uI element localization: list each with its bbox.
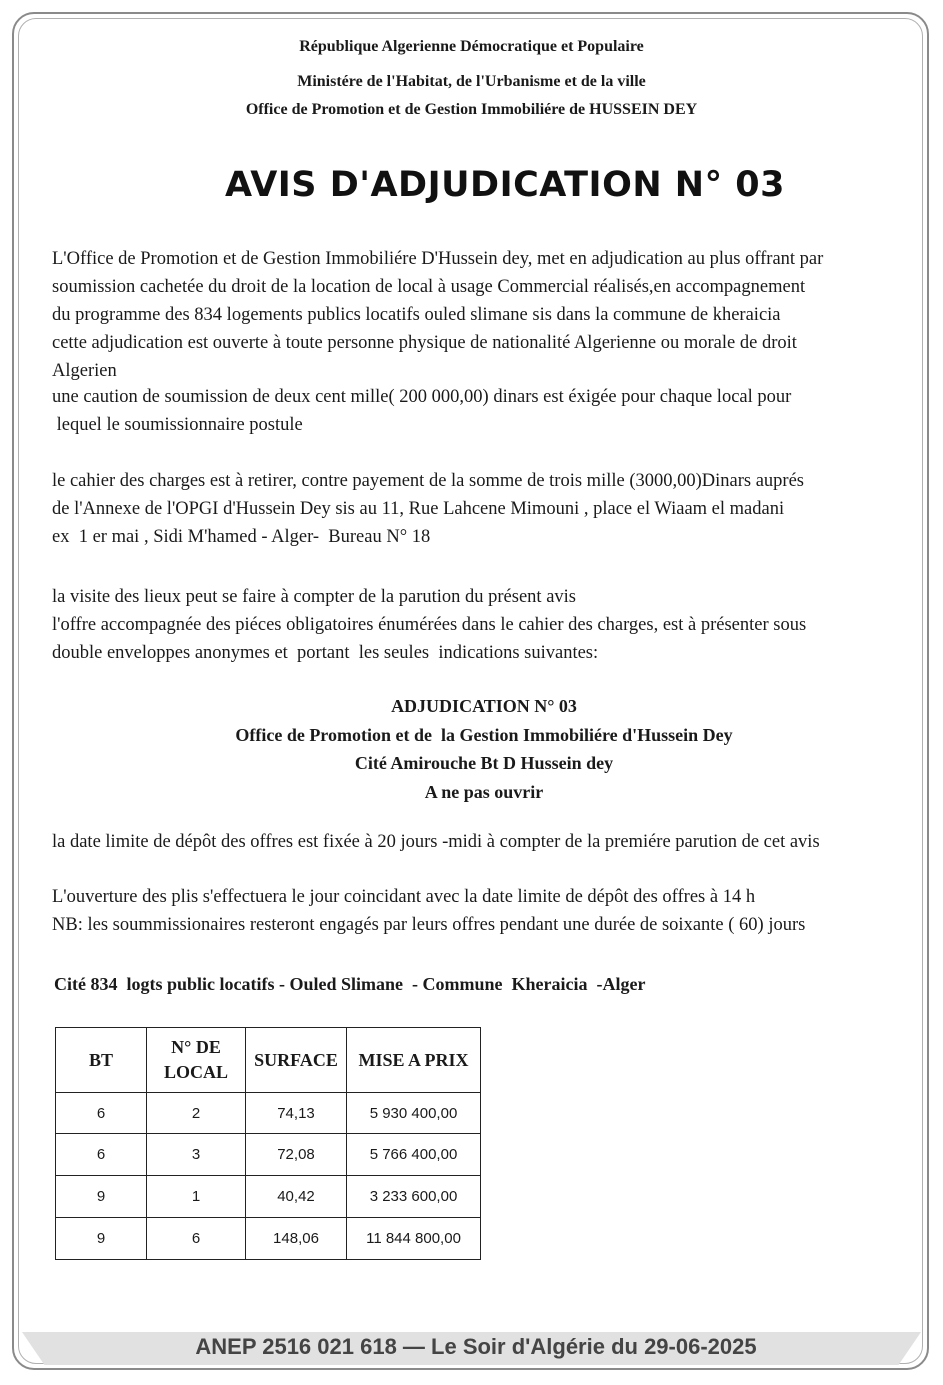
text-line: la visite des lieux peut se faire à compter de la parution du présent avis bbox=[52, 587, 576, 607]
col-surface: SURFACE bbox=[246, 1028, 347, 1093]
deadline-text: la date limite de dépôt des offres est fixée à 20 jours -midi à compter de la premiére parution de cet avis bbox=[52, 832, 820, 852]
notice-title: AVIS D'ADJUDICATION N° 03 bbox=[224, 165, 785, 205]
cell-bt: 6 bbox=[56, 1134, 147, 1176]
envelope-line: Cité Amirouche Bt D Hussein dey bbox=[354, 753, 614, 773]
cell-local: 3 bbox=[147, 1134, 246, 1176]
cell-surface: 40,42 bbox=[246, 1176, 347, 1218]
cell-local: 2 bbox=[147, 1093, 246, 1134]
lots-table bbox=[55, 1027, 481, 1260]
text-line: double enveloppes anonymes et portant les seules indications suivantes: bbox=[52, 643, 599, 663]
cell-price: 5 930 400,00 bbox=[347, 1093, 481, 1134]
table-header-row bbox=[56, 1028, 481, 1093]
col-bt: BT bbox=[56, 1028, 147, 1093]
text-line: soumission cachetée du droit de la location de local à usage Commercial réalisés,en accompagnement bbox=[52, 277, 806, 297]
text-line: cette adjudication est ouverte à toute personne physique de nationalité Algerienne ou morale de droit bbox=[52, 333, 797, 353]
intro-paragraph bbox=[52, 245, 927, 439]
envelope-line: Office de Promotion et de la Gestion Immobiliére d'Hussein Dey bbox=[235, 724, 733, 745]
cell-surface: 74,13 bbox=[246, 1093, 347, 1134]
cell-surface: 72,08 bbox=[246, 1134, 347, 1176]
col-local-line1: N° DE bbox=[171, 1037, 221, 1057]
visit-paragraph bbox=[52, 583, 927, 667]
envelope-line: A ne pas ouvrir bbox=[424, 781, 544, 802]
cell-bt: 9 bbox=[56, 1176, 147, 1218]
cell-local: 6 bbox=[147, 1218, 246, 1260]
envelope-line: ADJUDICATION N° 03 bbox=[391, 696, 577, 716]
text-line: du programme des 834 logements publics locatifs ouled slimane sis dans la commune de kheraicia bbox=[52, 305, 781, 325]
table-row bbox=[56, 1093, 481, 1134]
text-line: lequel le soumissionnaire postule bbox=[52, 415, 303, 435]
header-office: Office de Promotion et de Gestion Immobiliére de HUSSEIN DEY bbox=[245, 101, 698, 118]
cell-bt: 6 bbox=[56, 1093, 147, 1134]
cell-price: 3 233 600,00 bbox=[347, 1176, 481, 1218]
table-row bbox=[56, 1218, 481, 1260]
footer-reference: ANEP 2516 021 618 — Le Soir d'Algérie du 29-06-2025 bbox=[195, 1334, 757, 1359]
table-row bbox=[56, 1176, 481, 1218]
header-ministry: Ministére de l'Habitat, de l'Urbanisme et de la ville bbox=[297, 73, 646, 90]
text-line: une caution de soumission de deux cent mille( 200 000,00) dinars est éxigée pour chaque local pour bbox=[52, 387, 792, 407]
text-line: ex 1 er mai , Sidi M'hamed - Alger- Bureau N° 18 bbox=[52, 527, 431, 547]
text-line: l'offre accompagnée des piéces obligatoires énumérées dans le cahier des charges, est à présenter sous bbox=[52, 615, 807, 635]
col-local-line2: LOCAL bbox=[163, 1062, 228, 1082]
text-line: L'Office de Promotion et de Gestion Immobiliére D'Hussein dey, met en adjudication au plus offrant par bbox=[52, 249, 824, 269]
cell-bt: 9 bbox=[56, 1218, 147, 1260]
col-price: MISE A PRIX bbox=[347, 1028, 481, 1093]
header-republic: République Algerienne Démocratique et Populaire bbox=[299, 38, 644, 55]
opening-text: L'ouverture des plis s'effectuera le jour coincidant avec la date limite de dépôt des offres à 14 h bbox=[52, 887, 756, 907]
text-line: le cahier des charges est à retirer, contre payement de la somme de trois mille (3000,00)Dinars auprés bbox=[52, 471, 804, 491]
cell-price: 5 766 400,00 bbox=[347, 1134, 481, 1176]
cell-surface: 148,06 bbox=[246, 1218, 347, 1260]
envelope-indications bbox=[0, 692, 943, 806]
cell-price: 11 844 800,00 bbox=[347, 1218, 481, 1260]
col-local bbox=[147, 1028, 246, 1093]
nb-text: NB: les soummissionaires resteront engagés par leurs offres pendant une durée de soixante ( 60) jours bbox=[52, 915, 806, 935]
text-line: Algerien bbox=[52, 361, 117, 381]
specifications-paragraph bbox=[52, 467, 927, 551]
text-line: de l'Annexe de l'OPGI d'Hussein Dey sis au 11, Rue Lahcene Mimouni , place el Wiaam el madani bbox=[52, 499, 785, 519]
site-title: Cité 834 logts public locatifs - Ouled Slimane - Commune Kheraicia -Alger bbox=[54, 974, 646, 994]
table-row bbox=[56, 1134, 481, 1176]
cell-local: 1 bbox=[147, 1176, 246, 1218]
